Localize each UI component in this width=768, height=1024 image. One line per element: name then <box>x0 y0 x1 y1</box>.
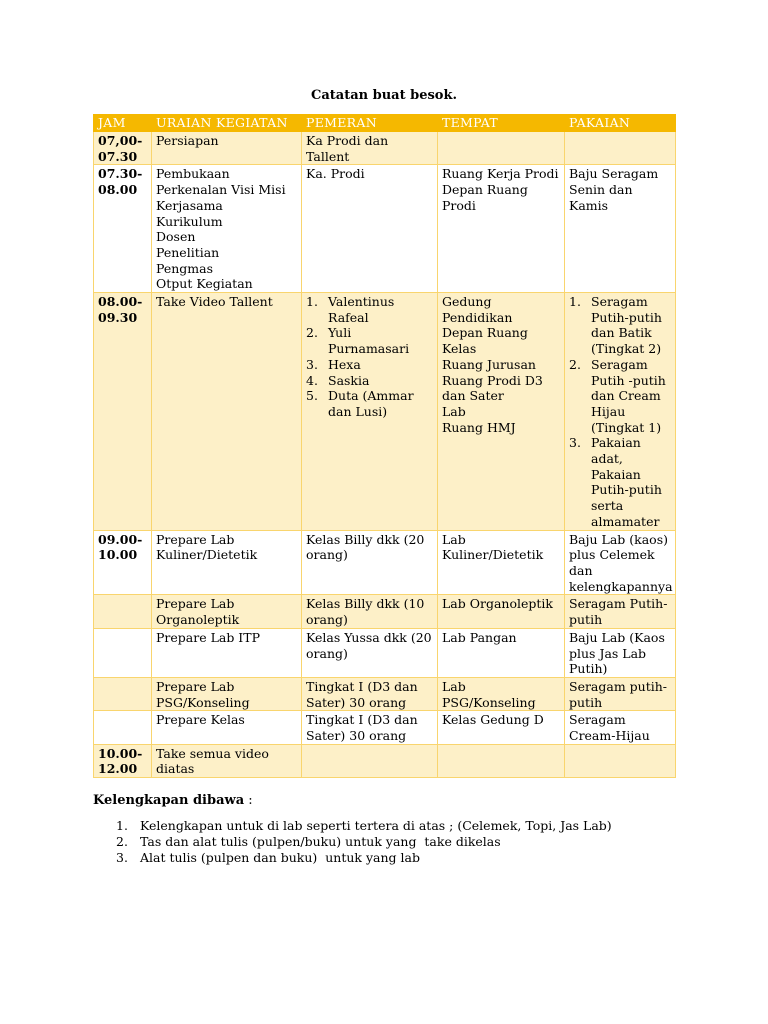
uraian-line: Dosen <box>156 229 196 245</box>
pakaian-item-line: serta <box>591 498 624 514</box>
pakaian-item-line: dan Batik <box>591 325 652 341</box>
pemeran-item-number: 3. <box>306 356 318 372</box>
pemeran-item-line: Duta (Ammar <box>328 388 414 404</box>
pakaian-line: Kamis <box>569 197 609 213</box>
cell-jam <box>94 628 152 677</box>
jam-line: 10.00- <box>98 745 143 761</box>
pemeran-line: orang) <box>306 645 348 661</box>
cell-pakaian <box>565 677 676 710</box>
pakaian-line: plus Celemek <box>569 547 655 563</box>
kelengkapan-item-text: Tas dan alat tulis (pulpen/buku) untuk yang take dikelas <box>140 834 501 849</box>
kelengkapan-item <box>93 850 612 866</box>
cell-uraian <box>152 711 302 744</box>
schedule-table <box>93 114 676 778</box>
uraian-line: Penelitian <box>156 244 220 260</box>
cell-tempat <box>438 165 565 293</box>
pakaian-item-line: (Tingkat 1) <box>591 419 662 435</box>
uraian-line: Kerjasama <box>156 197 223 213</box>
cell-tempat <box>438 628 565 677</box>
cell-jam <box>94 293 152 531</box>
jam-line: 07.30 <box>98 148 138 164</box>
kelengkapan-item-text: Kelengkapan untuk di lab seperti tertera di atas ; (Celemek, Topi, Jas Lab) <box>140 818 612 833</box>
header-jam: JAM <box>94 115 152 132</box>
pakaian-item-number: 3. <box>569 435 581 451</box>
pakaian-line: Baju Lab (Kaos <box>569 629 665 645</box>
tempat-line: Pendidikan <box>442 309 513 325</box>
cell-uraian <box>152 530 302 595</box>
pemeran-item-line: dan Lusi) <box>328 403 388 419</box>
pakaian-item-line: Seragam <box>591 294 648 310</box>
cell-pakaian <box>565 711 676 744</box>
cell-uraian <box>152 595 302 628</box>
kelengkapan-heading-colon: : <box>244 793 253 808</box>
kelengkapan-heading-text: Kelengkapan dibawa <box>93 793 245 808</box>
pakaian-line: Seragam Putih- <box>569 596 668 612</box>
kelengkapan-heading <box>93 793 253 808</box>
uraian-line: Take semua video <box>156 745 269 761</box>
table-row <box>94 677 676 710</box>
cell-jam <box>94 711 152 744</box>
cell-pakaian <box>565 165 676 293</box>
pakaian-item-number: 2. <box>569 356 581 372</box>
tempat-line: Lab Pangan <box>442 629 517 645</box>
jam-line: 10.00 <box>98 547 138 563</box>
jam-line: 12.00 <box>98 761 138 777</box>
jam-line: 09.30 <box>98 309 138 325</box>
pemeran-list-item <box>306 294 433 325</box>
cell-pemeran <box>302 677 438 710</box>
pemeran-item-text <box>328 373 433 389</box>
tempat-line: PSG/Konseling <box>442 694 536 710</box>
pemeran-item-line: Yuli <box>328 325 352 341</box>
cell-jam <box>94 677 152 710</box>
pakaian-item-line: dan Cream <box>591 388 661 404</box>
uraian-line: Prepare Lab <box>156 531 235 547</box>
pakaian-item-line: Putih-putih <box>591 309 662 325</box>
cell-pakaian <box>565 628 676 677</box>
pakaian-line: kelengkapannya <box>569 578 673 594</box>
table-row <box>94 165 676 293</box>
pemeran-line: Ka. Prodi <box>306 166 365 182</box>
pemeran-line: Sater) 30 orang <box>306 728 407 744</box>
cell-pakaian <box>565 530 676 595</box>
pakaian-list-item <box>569 294 671 357</box>
cell-tempat <box>438 530 565 595</box>
uraian-line: PSG/Konseling <box>156 694 250 710</box>
pakaian-item-line: Pakaian <box>591 435 641 451</box>
cell-uraian <box>152 628 302 677</box>
pakaian-line: Senin dan <box>569 182 633 198</box>
cell-pemeran <box>302 711 438 744</box>
tempat-line: Kelas <box>442 341 477 357</box>
tempat-line: Ruang Jurusan <box>442 356 536 372</box>
pemeran-item-text <box>328 325 433 356</box>
pemeran-line: Tallent <box>306 148 350 164</box>
pemeran-item-line: Purnamasari <box>328 341 410 357</box>
cell-uraian <box>152 744 302 777</box>
pakaian-item-line: Seragam <box>591 356 648 372</box>
uraian-line: Persiapan <box>156 133 219 148</box>
pakaian-item-line: Putih -putih <box>591 372 666 388</box>
cell-jam <box>94 165 152 293</box>
kelengkapan-item-number: 3. <box>116 850 128 865</box>
pemeran-line: Kelas Billy dkk (20 <box>306 531 425 547</box>
pakaian-line: Putih) <box>569 661 608 677</box>
pakaian-item-line: Pakaian <box>591 466 641 482</box>
uraian-line: Otput Kegiatan <box>156 276 253 292</box>
cell-pemeran <box>302 628 438 677</box>
uraian-line: Take Video Tallent <box>156 294 273 310</box>
pakaian-item-number: 1. <box>569 294 581 310</box>
uraian-line: Prepare Lab ITP <box>156 629 260 645</box>
cell-pakaian <box>565 293 676 531</box>
uraian-line: Organoleptik <box>156 612 240 628</box>
kelengkapan-item-text: Alat tulis (pulpen dan buku) untuk yang lab <box>140 850 420 865</box>
uraian-line: Prepare Lab <box>156 678 235 694</box>
pakaian-item-line: almamater <box>591 513 660 529</box>
pakaian-line: Baju Seragam <box>569 166 659 182</box>
uraian-line: Perkenalan Visi Misi <box>156 182 286 198</box>
cell-tempat <box>438 132 565 165</box>
uraian-line: Kurikulum <box>156 213 223 229</box>
pemeran-line: Ka Prodi dan <box>306 133 389 148</box>
kelengkapan-item <box>93 834 612 850</box>
header-uraian: URAIAN KEGIATAN <box>152 115 302 132</box>
tempat-line: Lab <box>442 403 466 419</box>
pakaian-line: putih <box>569 694 603 710</box>
kelengkapan-item-number: 1. <box>116 818 128 833</box>
jam-line: 07.30- <box>98 166 143 182</box>
tempat-line: dan Sater <box>442 388 504 404</box>
cell-tempat <box>438 677 565 710</box>
table-row <box>94 628 676 677</box>
cell-jam <box>94 744 152 777</box>
pemeran-item-line: Valentinus <box>328 294 395 310</box>
pakaian-line: plus Jas Lab <box>569 645 647 661</box>
pemeran-list-item <box>306 357 433 373</box>
cell-jam <box>94 595 152 628</box>
pemeran-line: Kelas Yussa dkk (20 <box>306 629 432 645</box>
kelengkapan-item-number: 2. <box>116 834 128 849</box>
pemeran-item-text <box>328 294 433 325</box>
table-header-row <box>94 115 676 132</box>
cell-tempat <box>438 595 565 628</box>
pakaian-item-line: Hijau <box>591 403 626 419</box>
cell-jam <box>94 530 152 595</box>
tempat-line: Ruang HMJ <box>442 419 516 435</box>
table-row <box>94 530 676 595</box>
cell-tempat <box>438 293 565 531</box>
cell-pemeran <box>302 132 438 165</box>
tempat-line: Kuliner/Dietetik <box>442 547 544 563</box>
pemeran-list-item <box>306 388 433 419</box>
uraian-line: Kuliner/Dietetik <box>156 547 258 563</box>
tempat-line: Lab <box>442 678 466 694</box>
jam-line: 08.00 <box>98 182 138 198</box>
tempat-line: Gedung <box>442 294 492 310</box>
pemeran-line: Tingkat I (D3 dan <box>306 678 418 694</box>
pemeran-item-number: 2. <box>306 325 318 341</box>
cell-pakaian <box>565 595 676 628</box>
pemeran-item-number: 4. <box>306 372 318 388</box>
kelengkapan-item <box>93 818 612 834</box>
table-row <box>94 293 676 531</box>
cell-pemeran <box>302 744 438 777</box>
header-pakaian: PAKAIAN <box>565 115 676 132</box>
pemeran-list <box>306 294 433 420</box>
pakaian-line: Cream-Hijau <box>569 728 650 744</box>
tempat-line: Kelas Gedung D <box>442 712 544 728</box>
uraian-line: diatas <box>156 761 195 777</box>
pemeran-item-line: Saskia <box>328 372 370 388</box>
jam-line: 08.00- <box>98 294 143 310</box>
cell-uraian <box>152 132 302 165</box>
pemeran-item-text <box>328 357 433 373</box>
pemeran-item-text <box>328 388 433 419</box>
cell-pakaian <box>565 744 676 777</box>
table-row <box>94 132 676 165</box>
tempat-line: Prodi <box>442 197 476 213</box>
cell-uraian <box>152 293 302 531</box>
pemeran-item-number: 1. <box>306 294 318 310</box>
pakaian-line: putih <box>569 612 603 628</box>
table-row <box>94 595 676 628</box>
tempat-line: Depan Ruang <box>442 182 528 198</box>
table-row <box>94 711 676 744</box>
pakaian-line: Baju Lab (kaos) <box>569 531 668 547</box>
jam-line: 07,00- <box>98 133 143 148</box>
cell-jam <box>94 132 152 165</box>
pemeran-list-item <box>306 373 433 389</box>
cell-tempat <box>438 711 565 744</box>
pakaian-item-text <box>591 294 671 357</box>
tempat-line: Lab <box>442 531 466 547</box>
page-title: Catatan buat besok. <box>311 88 457 103</box>
pakaian-item-text <box>591 435 671 529</box>
cell-pemeran <box>302 530 438 595</box>
header-tempat: TEMPAT <box>438 115 565 132</box>
cell-pakaian <box>565 132 676 165</box>
pemeran-item-number: 5. <box>306 388 318 404</box>
pakaian-list <box>569 294 671 530</box>
pakaian-item-line: adat, <box>591 451 623 467</box>
pemeran-item-line: Rafeal <box>328 309 369 325</box>
cell-uraian <box>152 165 302 293</box>
uraian-line: Prepare Kelas <box>156 712 245 728</box>
pakaian-item-line: (Tingkat 2) <box>591 341 662 357</box>
tempat-line: Ruang Prodi D3 <box>442 372 543 388</box>
uraian-line: Pengmas <box>156 260 214 276</box>
tempat-line: Ruang Kerja Prodi <box>442 166 559 182</box>
pemeran-line: Sater) 30 orang <box>306 694 407 710</box>
header-pemeran: PEMERAN <box>302 115 438 132</box>
pakaian-list-item <box>569 357 671 436</box>
pakaian-line: Seragam <box>569 712 626 728</box>
pemeran-line: orang) <box>306 547 348 563</box>
cell-tempat <box>438 744 565 777</box>
pemeran-line: Tingkat I (D3 dan <box>306 712 418 728</box>
pakaian-item-line: Putih-putih <box>591 482 662 498</box>
tempat-line: Depan Ruang <box>442 325 528 341</box>
cell-pemeran <box>302 595 438 628</box>
pemeran-line: Kelas Billy dkk (10 <box>306 596 425 612</box>
pemeran-list-item <box>306 325 433 356</box>
pemeran-item-line: Hexa <box>328 356 361 372</box>
cell-pemeran <box>302 165 438 293</box>
kelengkapan-list <box>93 818 612 866</box>
jam-line: 09.00- <box>98 531 143 547</box>
cell-pemeran <box>302 293 438 531</box>
pakaian-line: Seragam putih- <box>569 678 668 694</box>
schedule-body <box>94 132 676 778</box>
uraian-line: Prepare Lab <box>156 596 235 612</box>
pakaian-line: dan <box>569 562 593 578</box>
cell-uraian <box>152 677 302 710</box>
pakaian-item-text <box>591 357 671 436</box>
pakaian-list-item <box>569 435 671 529</box>
tempat-line: Lab Organoleptik <box>442 596 553 612</box>
uraian-line: Pembukaan <box>156 166 230 182</box>
table-row <box>94 744 676 777</box>
pemeran-line: orang) <box>306 612 348 628</box>
